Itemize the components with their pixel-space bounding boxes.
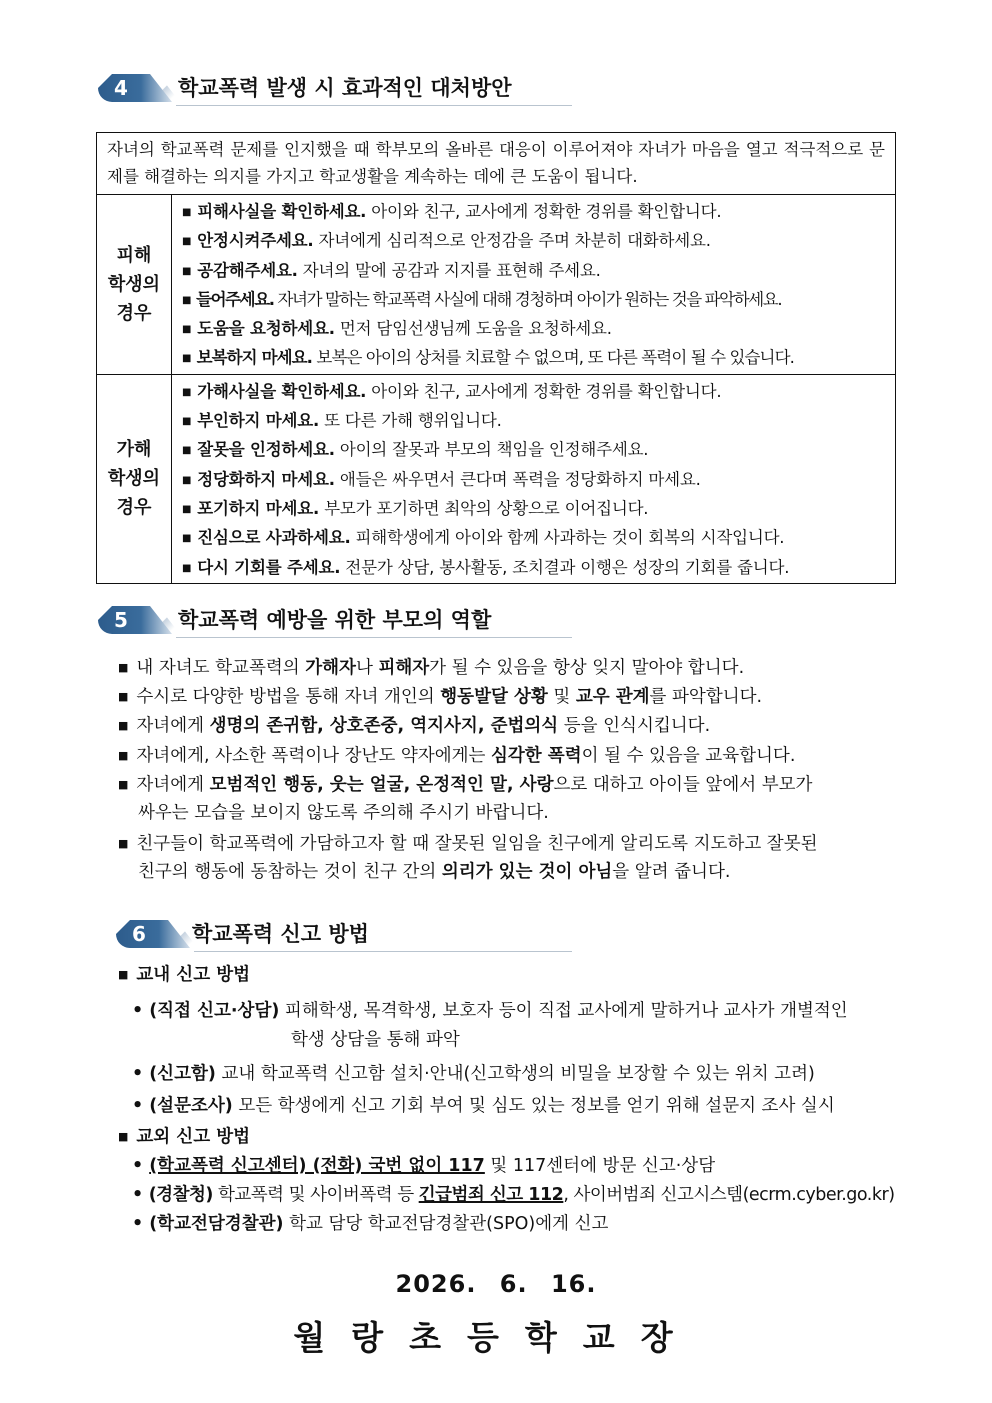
list-item: ■ 안정시켜주세요. 자녀에게 심리적으로 안정감을 주며 차분히 대화하세요.: [182, 231, 711, 251]
list-item: ■ 잘못을 인정하세요. 아이의 잘못과 부모의 책임을 인정해주세요.: [182, 440, 649, 460]
list-item: ■ 공감해주세요. 자녀의 말에 공감과 지지를 표현해 주세요.: [182, 260, 601, 280]
list-item: ■ 다시 기회를 주세요. 전문가 상담, 봉사활동, 조치결과 이행은 성장의 기회를 줍니다.: [182, 557, 790, 577]
list-item: ■ 가해사실을 확인하세요. 아이와 친구, 교사에게 정확한 경위를 확인합니다.: [182, 381, 722, 401]
dot-bullet-icon: •: [132, 1156, 144, 1176]
square-bullet-icon: ■: [118, 690, 129, 703]
list-item: ■ 진심으로 사과하세요. 피해학생에게 아이와 함께 사과하는 것이 회복의 시작입니다.: [182, 528, 785, 548]
report-box: • (신고함) 교내 학교폭력 신고함 설치·안내(신고학생의 비밀을 보장할 수 있는 위치 고려): [132, 1064, 815, 1084]
section-underline: [176, 637, 572, 638]
square-bullet-icon: ■: [118, 837, 129, 850]
list-item: ■ 부인하지 마세요. 또 다른 가해 행위입니다.: [182, 411, 502, 431]
offender-items: [172, 374, 896, 583]
dot-bullet-icon: •: [132, 1214, 144, 1234]
section-number: 5: [114, 608, 128, 632]
section-number: 4: [114, 76, 128, 100]
square-bullet-icon: ■: [182, 207, 192, 218]
square-bullet-icon: ■: [182, 533, 192, 545]
offender-heading: 가해 학생의 경우: [97, 374, 172, 583]
report-spo: • (학교전담경찰관) 학교 담당 학교전담경찰관(SPO)에게 신고: [132, 1214, 609, 1234]
dot-bullet-icon: •: [132, 1185, 143, 1205]
table-intro: 자녀의 학교폭력 문제를 인지했을 때 학부모의 올바른 대응이 이루어져야 자녀가 마음을 열고 적극적으로 문제를 해결하는 의지를 가지고 학교생활을 계속하는 데에 큰 도움이 됩니다.: [97, 133, 896, 195]
report-direct: • (직접 신고·상담) 피해학생, 목격학생, 보호자 등이 직접 교사에게 말하거나 교사가 개별적인: [132, 1001, 848, 1021]
list-item: ■ 정당화하지 마세요. 애들은 싸우면서 큰다며 폭력을 정당화하지 마세요.: [182, 469, 701, 489]
role-item-3: ■ 자녀에게 생명의 존귀함, 상호존중, 역지사지, 준법의식 등을 인식시킵니다.: [118, 716, 711, 736]
list-item: ■ 들어주세요. 자녀가 말하는 학교폭력 사실에 대해 경청하며 아이가 원하는 것을 파악하세요.: [182, 289, 782, 309]
square-bullet-icon: ■: [182, 265, 192, 277]
offender-row: [97, 374, 896, 583]
square-bullet-icon: ■: [118, 778, 129, 791]
response-table: [96, 132, 896, 584]
report-direct-cont: 학생 상담을 통해 파악: [291, 1030, 460, 1050]
outschool-heading: ■ 교외 신고 방법: [118, 1127, 251, 1147]
role-item-6: ■ 친구들이 학교폭력에 가담하고자 할 때 잘못된 일임을 친구에게 알리도록 지도하고 잘못된: [118, 834, 818, 854]
role-item-1: ■ 내 자녀도 학교폭력의 가해자나 피해자가 될 수 있음을 항상 잊지 말아야 합니다.: [118, 658, 745, 678]
section-5-header: [98, 604, 572, 638]
list-item: ■ 피해사실을 확인하세요. 아이와 친구, 교사에게 정확한 경위를 확인합니다.: [182, 202, 722, 221]
role-item-5-cont: 싸우는 모습을 보이지 않도록 주의해 주시기 바랍니다.: [138, 803, 549, 823]
section-title: 학교폭력 신고 방법: [192, 922, 369, 946]
dot-bullet-icon: •: [132, 1096, 144, 1116]
section-title: 학교폭력 예방을 위한 부모의 역할: [178, 608, 492, 632]
section-number: 6: [132, 922, 146, 946]
report-center: • (학교폭력 신고센터) (전화) 국번 없이 117 및 117센터에 방문 신고·상담: [132, 1156, 716, 1176]
square-bullet-icon: ■: [118, 968, 129, 981]
section-underline: [194, 951, 572, 952]
square-bullet-icon: ■: [182, 416, 192, 428]
square-bullet-icon: ■: [182, 503, 192, 515]
victim-row: [97, 195, 896, 375]
square-bullet-icon: ■: [118, 661, 129, 674]
square-bullet-icon: ■: [182, 353, 191, 365]
role-item-4: ■ 자녀에게, 사소한 폭력이나 장난도 약자에게는 심각한 폭력이 될 수 있음을 교육합니다.: [118, 746, 796, 766]
report-survey: • (설문조사) 모든 학생에게 신고 기회 부여 및 심도 있는 정보를 얻기 위해 설문지 조사 실시: [132, 1096, 835, 1116]
dot-bullet-icon: •: [132, 1001, 144, 1021]
square-bullet-icon: ■: [118, 1130, 129, 1143]
section-underline: [176, 105, 572, 106]
victim-items: [172, 195, 896, 375]
role-item-2: ■ 수시로 다양한 방법을 통해 자녀 개인의 행동발달 상황 및 교우 관계를 파악합니다.: [118, 687, 763, 707]
dot-bullet-icon: •: [132, 1064, 144, 1084]
report-police: • (경찰청) 학교폭력 및 사이버폭력 등 긴급범죄 신고 112, 사이버범죄 신고시스템(ecrm.cyber.go.kr): [132, 1185, 895, 1205]
inschool-heading: ■ 교내 신고 방법: [118, 965, 251, 985]
square-bullet-icon: ■: [182, 562, 192, 574]
victim-heading: 피해 학생의 경우: [97, 195, 172, 375]
square-bullet-icon: ■: [182, 474, 192, 486]
issue-date: 2026. 6. 16.: [395, 1270, 597, 1298]
list-item: ■ 포기하지 마세요. 부모가 포기하면 최악의 상황으로 이어집니다.: [182, 498, 649, 518]
list-item: ■ 보복하지 마세요. 보복은 아이의 상처를 치료할 수 없으며, 또 다른 폭력이 될 수 있습니다.: [182, 348, 794, 368]
list-item: ■ 도움을 요청하세요. 먼저 담임선생님께 도움을 요청하세요.: [182, 319, 612, 339]
principal-signature: 월랑초등학교장: [293, 1318, 699, 1357]
section-6-header: [116, 918, 572, 952]
section-title: 학교폭력 발생 시 효과적인 대처방안: [178, 76, 512, 100]
section-4-header: [98, 72, 572, 106]
square-bullet-icon: ■: [118, 719, 129, 732]
square-bullet-icon: ■: [182, 445, 192, 457]
role-item-5: ■ 자녀에게 모범적인 행동, 웃는 얼굴, 온정적인 말, 사랑으로 대하고 아이들 앞에서 부모가: [118, 775, 813, 795]
square-bullet-icon: ■: [118, 749, 129, 762]
square-bullet-icon: ■: [182, 386, 192, 398]
square-bullet-icon: ■: [182, 236, 192, 248]
square-bullet-icon: ■: [182, 294, 191, 306]
square-bullet-icon: ■: [182, 324, 192, 336]
role-item-6-cont: 친구의 행동에 동참하는 것이 친구 간의 의리가 있는 것이 아님을 알려 줍니다.: [138, 862, 731, 882]
